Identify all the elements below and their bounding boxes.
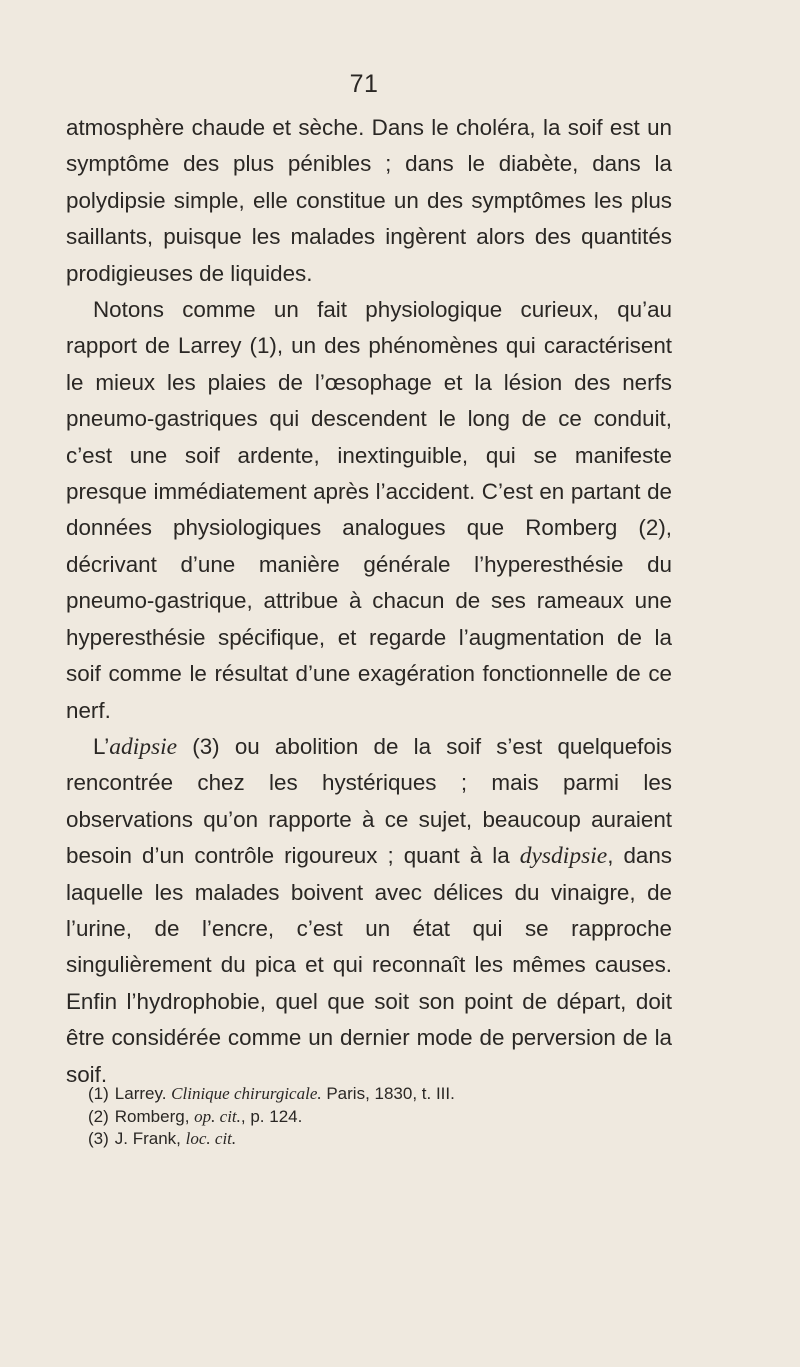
footnote-marker: (1) [88, 1084, 109, 1103]
italic-term-adipsie: adipsie [109, 733, 178, 760]
footnote-citation: op. cit. [194, 1106, 241, 1126]
text-segment: , dans laquelle les malades boivent avec délices du vinaigre, de l’urine, de l’encre, c’est un état qui se rapproche singulièrement du pica et qui reconnaît les mêmes causes. Enfin l’hydrophobie, quel que soit son point de départ, doit être considérée comme un dernier mode de perversion de la soif. [66, 843, 672, 1087]
paragraph-1 [66, 110, 672, 292]
text-segment: (3) ou abolition de la soif s’est quelquefois rencontrée chez les hystériques ; mais parmi les observations qu’on rapporte à ce sujet, beaucoup auraient besoin d’un contrôle rigoureux ; quant à la [66, 733, 672, 869]
text-segment: L’ [93, 733, 110, 759]
footnote-2 [88, 1106, 648, 1129]
footnote-text: J. Frank, [114, 1129, 186, 1148]
text-segment: atmosphère chaude et sèche. Dans le choléra, la soif est un symptôme des plus pénibles ; dans le diabète, dans la polydipsie simple, elle constitue un des symptômes les plus saillants, puisque les malades ingèrent alors des quantités prodigieuses de liquides. [66, 115, 672, 286]
footnote-marker: (2) [88, 1106, 109, 1126]
footnotes [88, 1083, 648, 1151]
footnote-1 [88, 1083, 648, 1106]
text-segment: Notons comme un fait physiologique curieux, qu’au rapport de Larrey (1), un des phénomènes qui caractérisent le mieux les plaies de l’œsophage et la lésion des nerfs pneumo-gastriques qui descendent le long de ce conduit, c’est une soif ardente, inextinguible, qui se manifeste presque immédiatement après l’accident. C’est en partant de données physiologiques analogues que Romberg (2), décrivant d’une manière générale l’hyperesthésie du pneumo-gastrique, attribue à chacun de ses rameaux une hyperesthésie spécifique, et regarde l’augmentation de la soif comme le résultat d’une exagération fonctionnelle de ce nerf. [66, 297, 672, 723]
paragraph-3 [66, 729, 672, 1093]
italic-term-dysdipsie: dysdipsie [519, 843, 608, 870]
body-text [66, 110, 672, 1093]
paragraph-2 [66, 292, 672, 729]
footnote-3 [88, 1128, 648, 1151]
footnote-text: Paris, 1830, t. III. [321, 1084, 455, 1103]
footnote-title: Clinique chirurgicale. [171, 1084, 322, 1103]
footnote-text: , p. 124. [240, 1106, 303, 1126]
page-number: 71 [349, 70, 379, 98]
footnote-text: Romberg, [114, 1106, 195, 1126]
footnote-citation: loc. cit. [185, 1129, 237, 1148]
footnote-marker: (3) [88, 1129, 109, 1148]
footnote-text: Larrey. [114, 1084, 172, 1103]
